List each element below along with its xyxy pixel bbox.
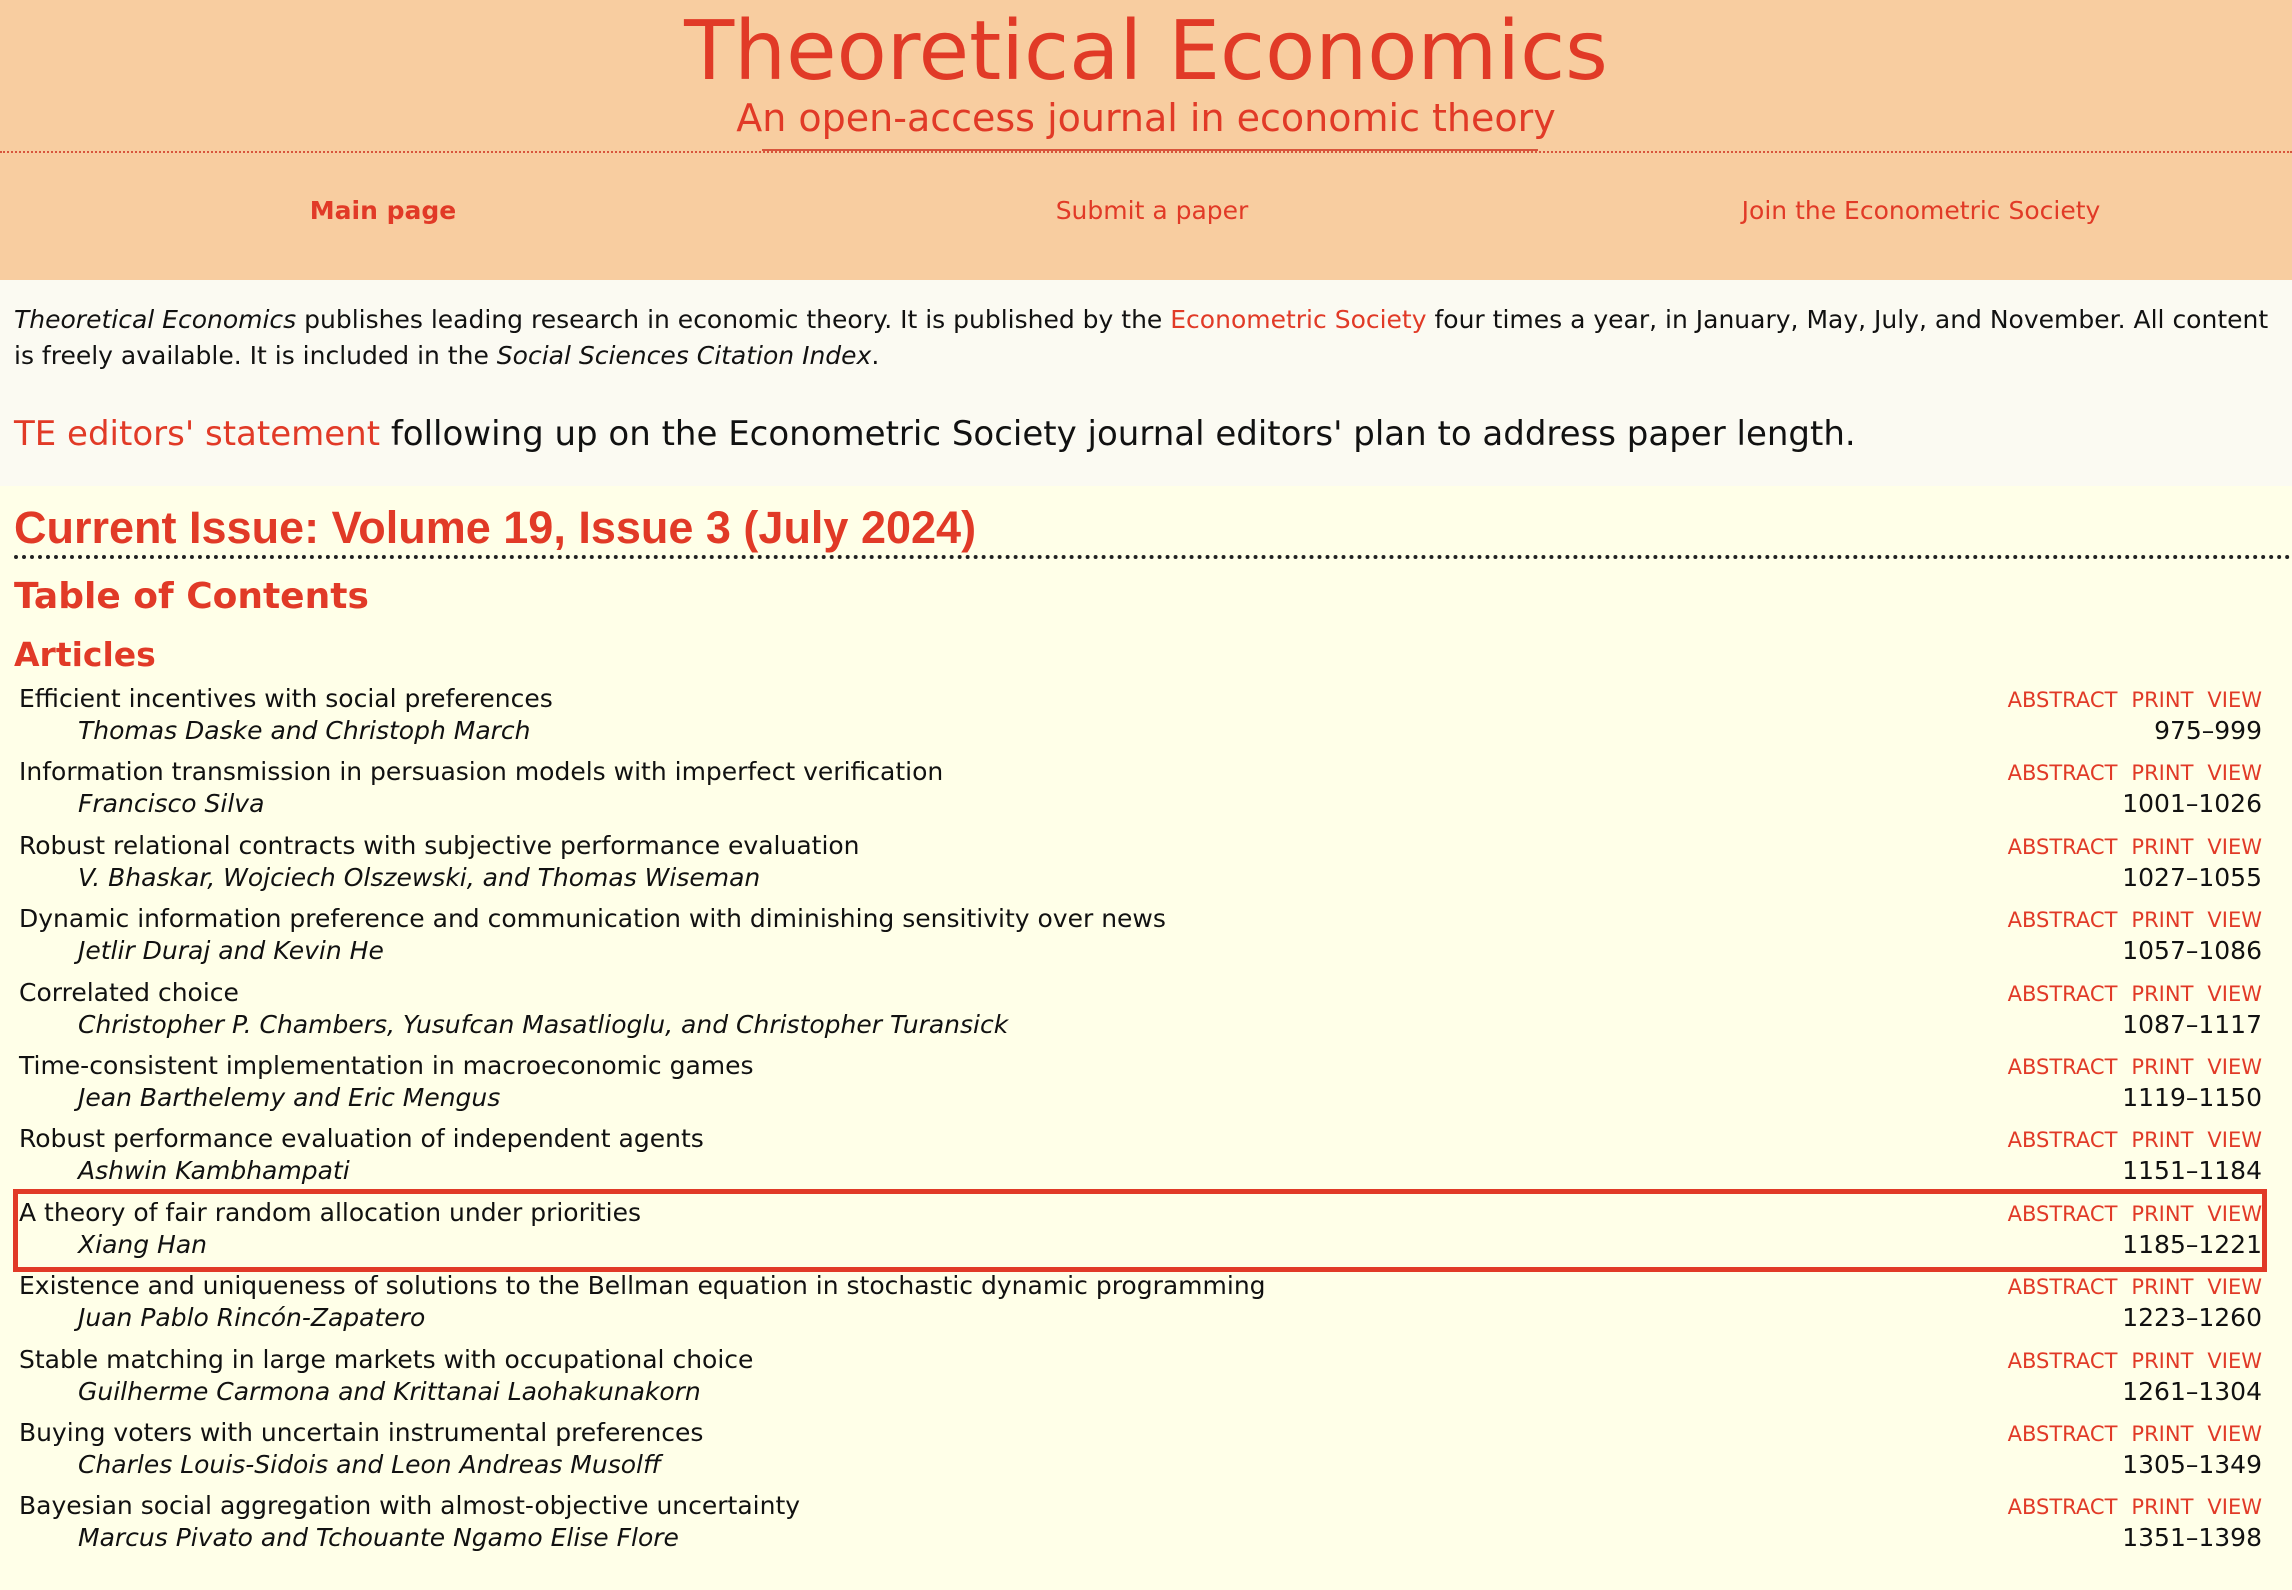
view-link[interactable]: VIEW [2207, 1275, 2262, 1300]
econometric-society-link[interactable]: Econometric Society [1170, 305, 1427, 334]
article-title: Information transmission in persuasion models with imperfect verification [19, 757, 944, 787]
view-link[interactable]: VIEW [2207, 1495, 2262, 1520]
abstract-link[interactable]: ABSTRACT [2007, 761, 2118, 786]
article-pages: 1261–1304 [2122, 1376, 2262, 1406]
article-links [1994, 1052, 2262, 1082]
view-link[interactable]: VIEW [2207, 1201, 2262, 1226]
article-row [18, 974, 2262, 1047]
print-link[interactable]: PRINT [2131, 1348, 2194, 1373]
view-link[interactable]: VIEW [2207, 1055, 2262, 1079]
editors-statement [14, 410, 2274, 458]
print-link[interactable]: PRINT [2131, 1275, 2194, 1300]
site-header [0, 0, 2292, 280]
print-link[interactable]: PRINT [2131, 1055, 2194, 1079]
article-row [18, 680, 2262, 753]
article-authors: Marcus Pivato and Tchouante Ngamo Elise Flore [78, 1523, 679, 1553]
article-row [18, 1414, 2262, 1487]
article-links [1994, 905, 2262, 935]
article-pages: 975–999 [2154, 716, 2262, 745]
abstract-link[interactable]: ABSTRACT [2007, 908, 2118, 933]
view-link[interactable]: VIEW [2207, 1348, 2262, 1373]
journal-intro [14, 302, 2274, 374]
article-pages: 1351–1398 [2122, 1523, 2262, 1553]
article-pages: 1223–1260 [2122, 1303, 2262, 1333]
article-row [18, 1267, 2262, 1340]
print-link[interactable]: PRINT [2131, 1495, 2194, 1520]
article-pages: 1027–1055 [2122, 862, 2262, 892]
view-link[interactable]: VIEW [2207, 1422, 2262, 1446]
article-title: Stable matching in large markets with occupational choice [19, 1344, 754, 1374]
abstract-link[interactable]: ABSTRACT [2007, 1201, 2118, 1226]
article-pages: 1305–1349 [2122, 1450, 2262, 1479]
toc-heading: Table of Contents [14, 576, 369, 617]
article-row [18, 1487, 2262, 1560]
nav-main-page[interactable]: Main page [309, 196, 457, 225]
article-authors: Juan Pablo Rincón-Zapatero [78, 1303, 426, 1333]
print-link[interactable]: PRINT [2131, 1422, 2194, 1446]
citation-index-name: Social Sciences Citation Index [496, 341, 872, 370]
abstract-link[interactable]: ABSTRACT [2007, 1275, 2118, 1300]
abstract-link[interactable]: ABSTRACT [2007, 1055, 2118, 1079]
abstract-link[interactable]: ABSTRACT [2007, 1495, 2118, 1520]
article-row [18, 1120, 2262, 1193]
nav-join-society[interactable]: Join the Econometric Society [1741, 196, 2101, 225]
article-title: Correlated choice [19, 977, 239, 1007]
article-authors: Jetlir Duraj and Kevin He [78, 936, 384, 966]
article-title: Robust relational contracts with subjective performance evaluation [19, 830, 860, 860]
article-row [18, 900, 2262, 973]
article-authors: Francisco Silva [78, 789, 265, 819]
print-link[interactable]: PRINT [2131, 1128, 2194, 1153]
main-nav [0, 196, 2292, 236]
article-links [1994, 1272, 2262, 1302]
article-pages: 1001–1026 [2122, 789, 2262, 819]
print-link[interactable]: PRINT [2131, 688, 2194, 712]
article-title: Existence and uniqueness of solutions to the Bellman equation in stochastic dynamic programming [19, 1271, 1266, 1301]
abstract-link[interactable]: ABSTRACT [2007, 1128, 2118, 1153]
abstract-link[interactable]: ABSTRACT [2007, 1422, 2118, 1446]
article-links [1994, 1125, 2262, 1155]
article-row [18, 1341, 2262, 1414]
nav-submit-paper[interactable]: Submit a paper [1055, 196, 1249, 225]
article-pages: 1151–1184 [2122, 1156, 2262, 1186]
article-authors: Guilherme Carmona and Krittanai Laohakunakorn [78, 1376, 701, 1406]
article-authors: Jean Barthelemy and Eric Mengus [78, 1083, 501, 1112]
article-title: A theory of fair random allocation under priorities [19, 1197, 641, 1227]
intro-text-1: publishes leading research in economic theory. It is published by the [296, 305, 1171, 334]
abstract-link[interactable]: ABSTRACT [2007, 688, 2118, 712]
article-title: Robust performance evaluation of independent agents [19, 1124, 704, 1154]
article-row [18, 1194, 2262, 1267]
article-authors: Ashwin Kambhampati [78, 1156, 350, 1186]
article-links [1994, 979, 2262, 1009]
article-authors: Christopher P. Chambers, Yusufcan Masatlioglu, and Christopher Turansick [78, 1009, 1009, 1039]
editors-statement-link[interactable]: TE editors' statement [14, 414, 381, 454]
current-issue-section [0, 486, 2292, 1590]
article-links [1994, 685, 2262, 715]
site-title[interactable]: Theoretical Economics [684, 4, 1608, 99]
intro-text-2: four times a year, in January, May, July, and November. All content is freely available. It is included in the [14, 305, 2269, 370]
article-pages: 1087–1117 [2122, 1009, 2262, 1039]
article-authors: Charles Louis-Sidois and Leon Andreas Musolff [78, 1450, 662, 1479]
print-link[interactable]: PRINT [2131, 908, 2194, 933]
article-links [1994, 1492, 2262, 1522]
article-row [18, 827, 2262, 900]
article-authors: V. Bhaskar, Wojciech Olszewski, and Thomas Wiseman [78, 862, 761, 892]
view-link[interactable]: VIEW [2207, 908, 2262, 933]
print-link[interactable]: PRINT [2131, 761, 2194, 786]
article-authors: Xiang Han [78, 1229, 208, 1259]
current-issue-title: Current Issue: Volume 19, Issue 3 (July 2024) [14, 502, 977, 553]
article-title: Dynamic information preference and communication with diminishing sensitivity over news [19, 904, 1166, 934]
article-pages: 1057–1086 [2122, 936, 2262, 966]
article-links [1994, 1419, 2262, 1449]
article-authors: Thomas Daske and Christoph March [78, 716, 531, 745]
abstract-link[interactable]: ABSTRACT [2007, 834, 2118, 859]
print-link[interactable]: PRINT [2131, 834, 2194, 859]
header-divider [0, 151, 2292, 153]
print-link[interactable]: PRINT [2131, 981, 2194, 1006]
article-links [1994, 758, 2262, 788]
view-link[interactable]: VIEW [2207, 761, 2262, 786]
article-links [1994, 1199, 2262, 1229]
article-row [18, 1047, 2262, 1120]
articles-heading: Articles [14, 635, 156, 674]
issue-divider [14, 555, 2292, 559]
view-link[interactable]: VIEW [2207, 834, 2262, 859]
print-link[interactable]: PRINT [2131, 1201, 2194, 1226]
article-title: Time-consistent implementation in macroeconomic games [19, 1051, 754, 1080]
editors-statement-text: following up on the Econometric Society journal editors' plan to address paper length. [380, 414, 1856, 454]
article-title: Buying voters with uncertain instrumental preferences [19, 1418, 704, 1447]
abstract-link[interactable]: ABSTRACT [2007, 981, 2118, 1006]
abstract-link[interactable]: ABSTRACT [2007, 1348, 2118, 1373]
site-subtitle: An open-access journal in economic theory [736, 96, 1556, 140]
article-links [1994, 832, 2262, 862]
view-link[interactable]: VIEW [2207, 1128, 2262, 1153]
journal-name: Theoretical Economics [14, 305, 297, 334]
article-pages: 1185–1221 [2122, 1229, 2262, 1259]
article-links [1994, 1346, 2262, 1376]
article-pages: 1119–1150 [2122, 1083, 2262, 1112]
article-title: Bayesian social aggregation with almost-objective uncertainty [19, 1491, 801, 1521]
footer-text-cutoff [14, 1578, 2274, 1590]
view-link[interactable]: VIEW [2207, 981, 2262, 1006]
article-row [18, 753, 2262, 826]
article-title: Efficient incentives with social preferences [19, 684, 553, 713]
view-link[interactable]: VIEW [2207, 688, 2262, 712]
intro-text-3: . [871, 341, 880, 370]
